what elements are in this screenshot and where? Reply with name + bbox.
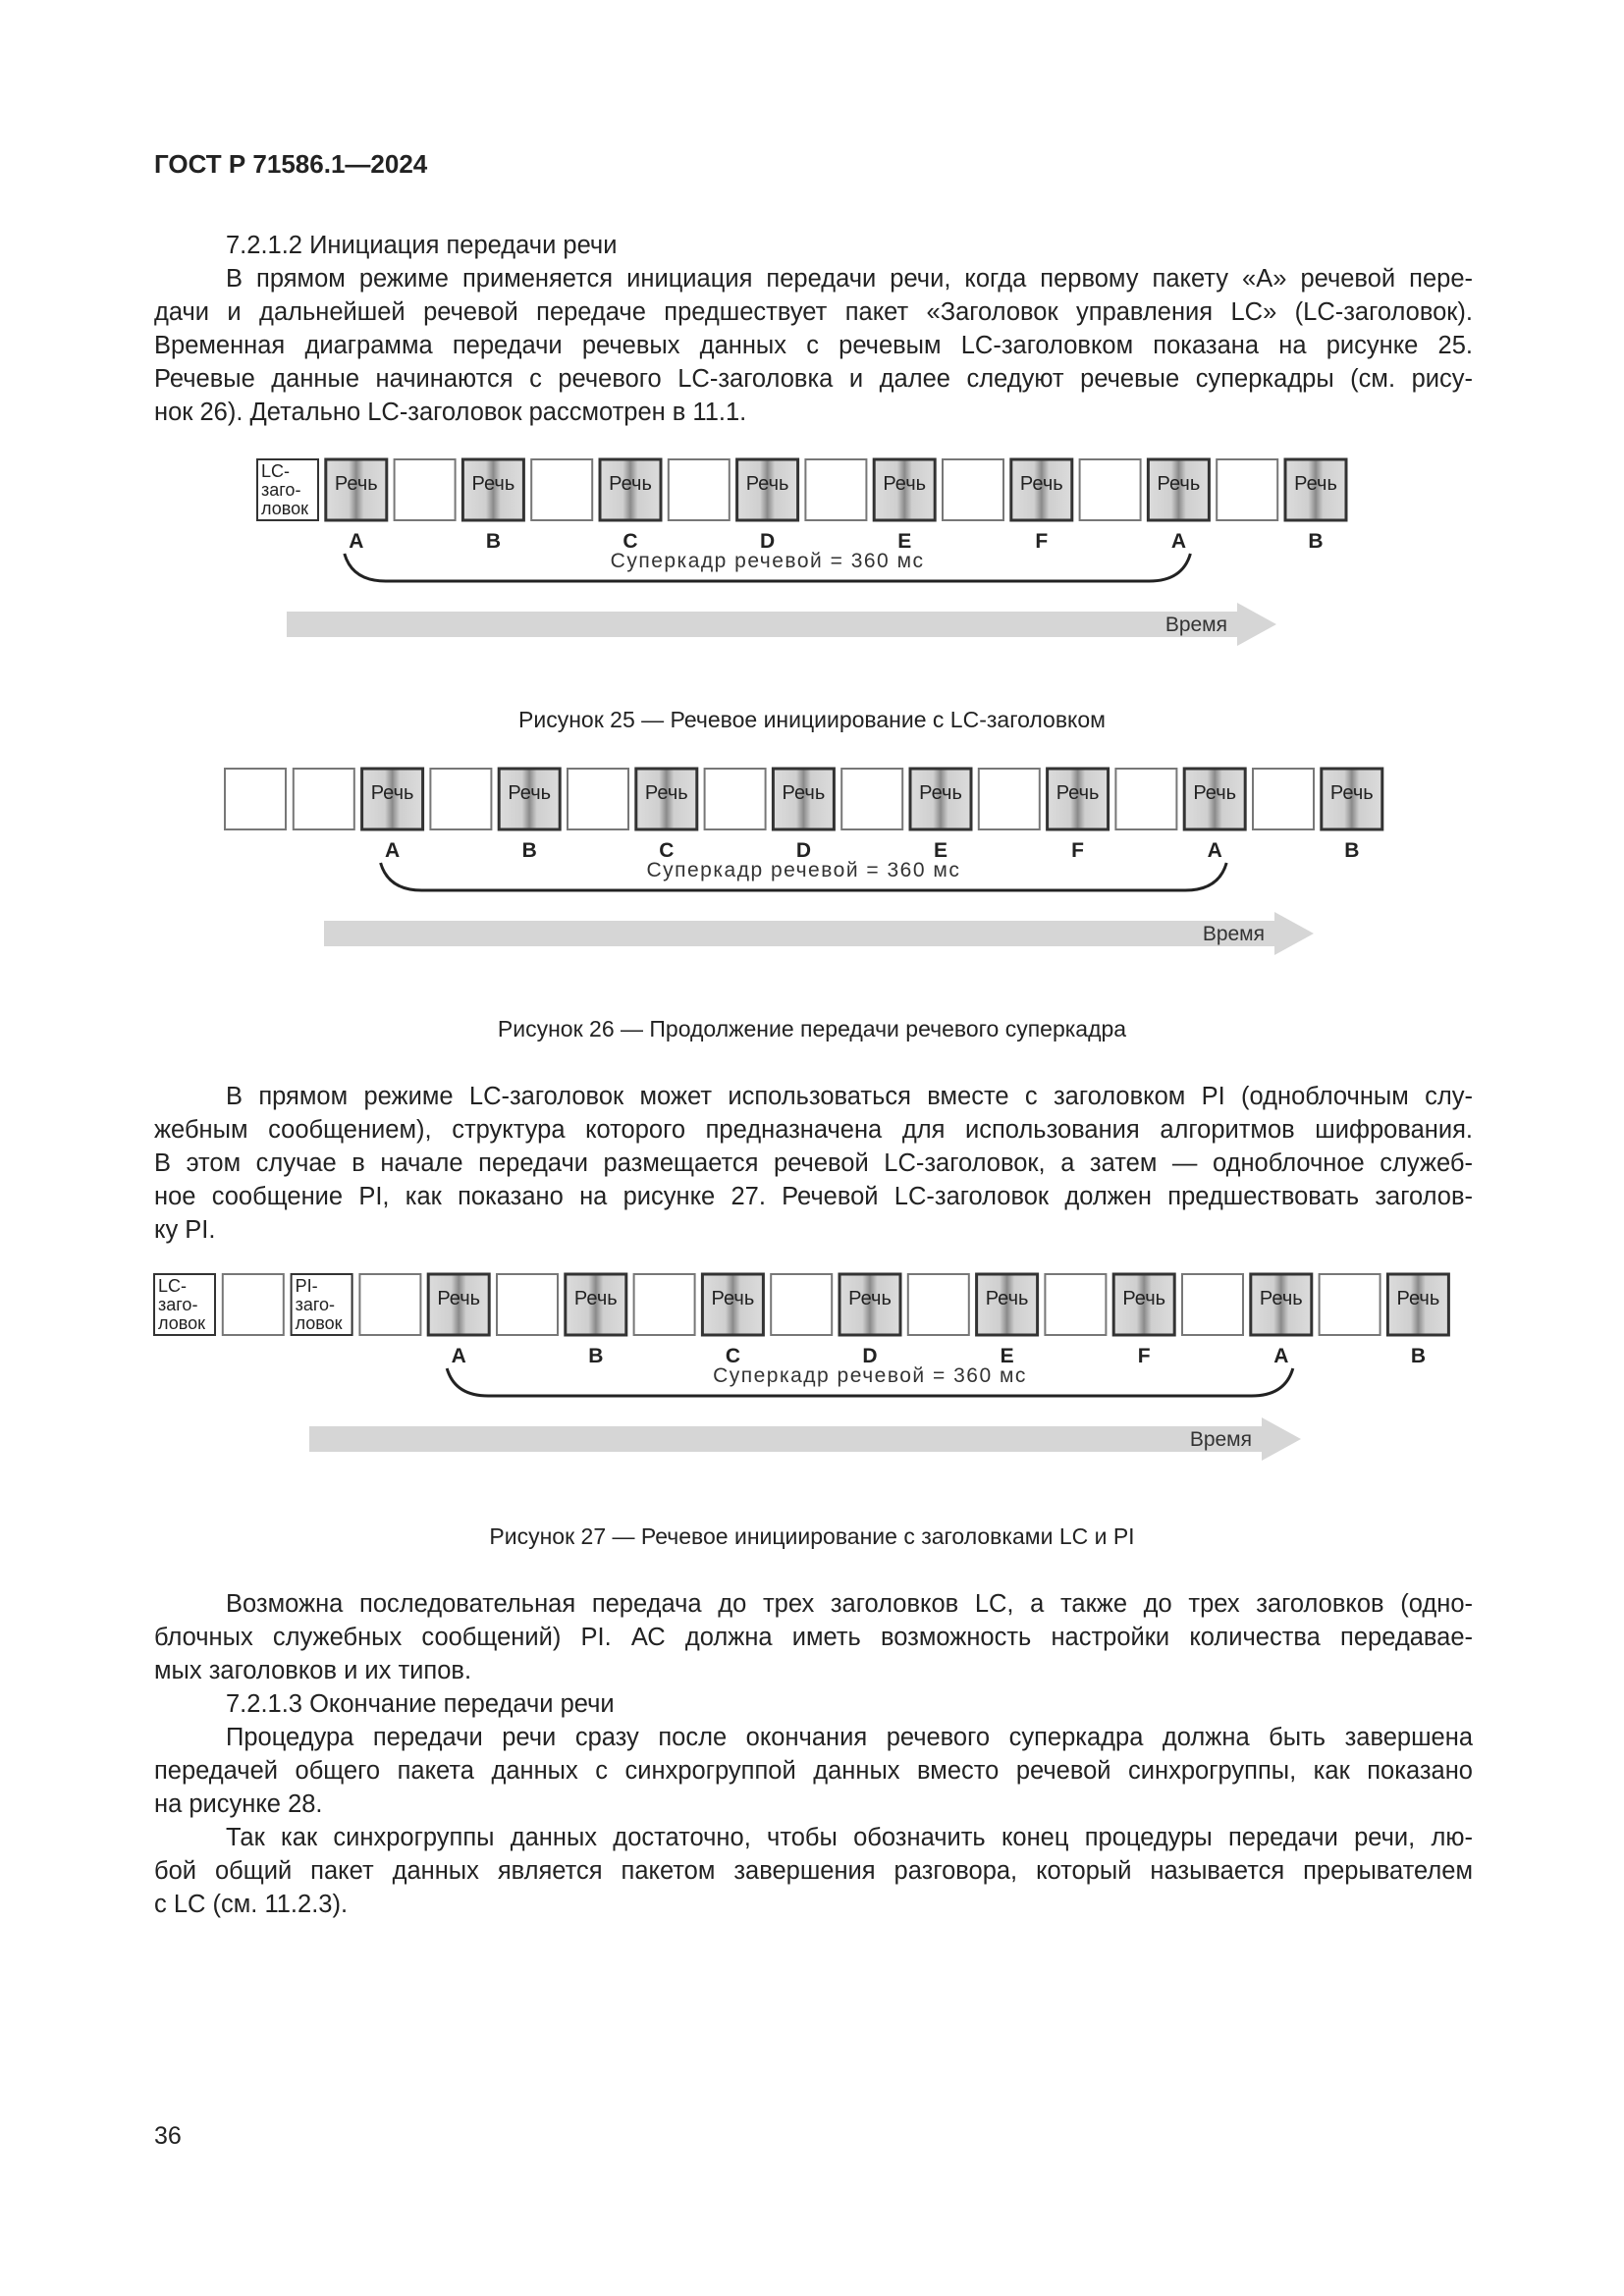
empty-slot bbox=[705, 769, 766, 829]
speech-burst-label: Речь bbox=[508, 782, 552, 804]
section-heading-7212: 7.2.1.2 Инициация передачи речи bbox=[226, 232, 618, 259]
burst-letter: A bbox=[385, 839, 401, 862]
speech-burst-label: Речь bbox=[1396, 1288, 1440, 1309]
header-burst-label: LC- bbox=[261, 461, 291, 481]
empty-slot bbox=[1080, 459, 1141, 520]
paragraph-line: В этом случае в начале передачи размещается речевой LC-заголовок, а затем — одноблочное служеб- bbox=[154, 1149, 1473, 1177]
time-arrow bbox=[324, 912, 1314, 955]
burst-letter: A bbox=[1273, 1345, 1289, 1367]
paragraph-line: Процедура передачи речи сразу после окончания речевого суперкадра должна быть завершена bbox=[226, 1724, 1473, 1751]
section-heading-7213: 7.2.1.3 Окончание передачи речи bbox=[226, 1690, 615, 1718]
paragraph-line: Так как синхрогруппы данных достаточно, чтобы обозначить конец процедуры передачи речи, лю- bbox=[226, 1824, 1473, 1851]
empty-slot bbox=[1253, 769, 1314, 829]
time-label: Время bbox=[1164, 614, 1227, 636]
header-burst-label: заго- bbox=[295, 1295, 336, 1314]
speech-burst-label: Речь bbox=[644, 782, 688, 804]
speech-burst-label: Речь bbox=[782, 782, 826, 804]
burst-letter: A bbox=[451, 1345, 466, 1367]
paragraph-line: с LC (см. 11.2.3). bbox=[154, 1891, 349, 1918]
time-label: Время bbox=[1189, 1428, 1252, 1451]
empty-slot bbox=[531, 459, 592, 520]
time-arrow bbox=[287, 603, 1276, 646]
figure-25-caption: Рисунок 25 — Речевое инициирование с LC-заголовком bbox=[518, 707, 1106, 732]
burst-letter: C bbox=[659, 839, 675, 862]
speech-burst-label: Речь bbox=[370, 782, 414, 804]
speech-burst-label: Речь bbox=[883, 473, 927, 495]
header-burst-label: PI- bbox=[295, 1276, 318, 1296]
burst-letter: E bbox=[933, 839, 948, 862]
burst-letter: C bbox=[623, 530, 638, 553]
paragraph-line: блочных служебных сообщений) PI. АС должна иметь возможность настройки количества передавае- bbox=[154, 1624, 1473, 1651]
paragraph-line: жебным сообщением), структура которого предназначена для использования алгоритмов шифрования. bbox=[154, 1116, 1473, 1144]
header-burst-label: заго- bbox=[261, 480, 301, 500]
empty-slot bbox=[225, 769, 286, 829]
figure-26-diagram bbox=[0, 761, 1624, 1006]
paragraph-line: ку PI. bbox=[154, 1216, 216, 1244]
speech-burst-label: Речь bbox=[471, 473, 515, 495]
burst-letter: D bbox=[795, 839, 811, 862]
paragraph-line: бой общий пакет данных является пакетом завершения разговора, который называется прерывателем bbox=[154, 1857, 1473, 1885]
burst-letter: A bbox=[1170, 530, 1186, 553]
empty-slot bbox=[1115, 769, 1176, 829]
empty-slot bbox=[908, 1274, 969, 1335]
page-number: 36 bbox=[154, 2122, 182, 2150]
empty-slot bbox=[943, 459, 1003, 520]
speech-burst-label: Речь bbox=[711, 1288, 755, 1309]
burst-letter: A bbox=[349, 530, 364, 553]
paragraph-line: Временная диаграмма передачи речевых данных с речевым LC-заголовком показана на рисунке 25. bbox=[154, 332, 1473, 359]
speech-burst-label: Речь bbox=[745, 473, 789, 495]
empty-slot bbox=[1045, 1274, 1106, 1335]
burst-letter: A bbox=[1207, 839, 1222, 862]
paragraph-line: нок 26). Детально LC-заголовок рассмотрен в 11.1. bbox=[154, 399, 747, 426]
paragraph-line: Речевые данные начинаются с речевого LC-заголовка и далее следуют речевые суперкадры (см. рису- bbox=[154, 365, 1473, 393]
time-label: Время bbox=[1202, 923, 1265, 945]
paragraph-line: дачи и дальнейшей речевой передаче предшествует пакет «Заголовок управления LC» (LC-заголовок). bbox=[154, 298, 1473, 326]
empty-slot bbox=[979, 769, 1040, 829]
paragraph-line: ное сообщение PI, как показано на рисунке 27. Речевой LC-заголовок должен предшествовать заголов- bbox=[154, 1183, 1473, 1210]
paragraph-line: мых заголовков и их типов. bbox=[154, 1657, 472, 1684]
burst-letter: D bbox=[760, 530, 776, 553]
speech-burst-label: Речь bbox=[848, 1288, 892, 1309]
burst-letter: B bbox=[1344, 839, 1360, 862]
empty-slot bbox=[1182, 1274, 1243, 1335]
speech-burst-label: Речь bbox=[437, 1288, 481, 1309]
speech-burst-label: Речь bbox=[609, 473, 652, 495]
header-burst-label: ловок bbox=[295, 1313, 343, 1333]
speech-burst-label: Речь bbox=[1193, 782, 1237, 804]
empty-slot bbox=[223, 1274, 284, 1335]
speech-burst-label: Речь bbox=[919, 782, 962, 804]
speech-burst-label: Речь bbox=[1019, 473, 1063, 495]
header-burst-label: ловок bbox=[261, 499, 308, 518]
document-header: ГОСТ Р 71586.1—2024 bbox=[154, 149, 428, 179]
time-arrow bbox=[309, 1417, 1301, 1461]
burst-letter: D bbox=[862, 1345, 878, 1367]
burst-letter: B bbox=[485, 530, 501, 553]
speech-burst-label: Речь bbox=[1329, 782, 1374, 804]
empty-slot bbox=[771, 1274, 832, 1335]
paragraph-line: передачей общего пакета данных с синхрогруппой данных вместо речевой синхрогруппы, как показано bbox=[154, 1757, 1473, 1785]
paragraph-line: на рисунке 28. bbox=[154, 1790, 323, 1818]
empty-slot bbox=[805, 459, 866, 520]
figure-26-caption: Рисунок 26 — Продолжение передачи речевого суперкадра bbox=[497, 1016, 1127, 1041]
speech-burst-label: Речь bbox=[1294, 473, 1337, 495]
superframe-label: Суперкадр речевой = 360 мс bbox=[610, 550, 925, 572]
figure-27 bbox=[0, 1266, 1624, 1512]
burst-letter: B bbox=[1308, 530, 1324, 553]
figure-27-caption: Рисунок 27 — Речевое инициирование с заголовками LC и PI bbox=[489, 1523, 1135, 1549]
burst-letter: B bbox=[1410, 1345, 1426, 1367]
empty-slot bbox=[359, 1274, 420, 1335]
empty-slot bbox=[634, 1274, 695, 1335]
empty-slot bbox=[294, 769, 354, 829]
figure-25 bbox=[0, 452, 1624, 697]
speech-burst-label: Речь bbox=[1056, 782, 1100, 804]
speech-burst-label: Речь bbox=[1259, 1288, 1303, 1309]
speech-burst-label: Речь bbox=[334, 473, 378, 495]
empty-slot bbox=[841, 769, 902, 829]
header-burst-label: заго- bbox=[158, 1295, 198, 1314]
empty-slot bbox=[1320, 1274, 1380, 1335]
burst-letter: C bbox=[725, 1345, 740, 1367]
speech-burst-label: Речь bbox=[1157, 473, 1201, 495]
burst-letter: B bbox=[521, 839, 537, 862]
superframe-label: Суперкадр речевой = 360 мс bbox=[713, 1364, 1027, 1387]
figure-27-diagram bbox=[0, 1266, 1624, 1512]
header-burst-label: LC- bbox=[158, 1276, 188, 1296]
empty-slot bbox=[669, 459, 730, 520]
superframe-label: Суперкадр речевой = 360 мс bbox=[646, 859, 961, 881]
header-burst-label: ловок bbox=[158, 1313, 205, 1333]
speech-burst-label: Речь bbox=[985, 1288, 1029, 1309]
burst-letter: F bbox=[1137, 1345, 1151, 1367]
empty-slot bbox=[395, 459, 456, 520]
speech-burst-label: Речь bbox=[573, 1288, 618, 1309]
paragraph-line: В прямом режиме применяется инициация передачи речи, когда первому пакету «А» речевой пере- bbox=[226, 265, 1473, 293]
figure-26 bbox=[0, 761, 1624, 1006]
burst-letter: B bbox=[588, 1345, 604, 1367]
burst-letter: E bbox=[897, 530, 912, 553]
speech-burst-label: Речь bbox=[1122, 1288, 1166, 1309]
empty-slot bbox=[568, 769, 628, 829]
burst-letter: F bbox=[1035, 530, 1049, 553]
empty-slot bbox=[1217, 459, 1277, 520]
burst-letter: F bbox=[1071, 839, 1085, 862]
paragraph-line: Возможна последовательная передача до трех заголовков LC, а также до трех заголовков (одно- bbox=[226, 1590, 1473, 1618]
paragraph-line: В прямом режиме LC-заголовок может использоваться вместе с заголовком PI (одноблочным слу- bbox=[226, 1083, 1473, 1110]
figure-25-diagram bbox=[0, 452, 1624, 697]
burst-letter: E bbox=[1000, 1345, 1014, 1367]
empty-slot bbox=[497, 1274, 558, 1335]
empty-slot bbox=[430, 769, 491, 829]
